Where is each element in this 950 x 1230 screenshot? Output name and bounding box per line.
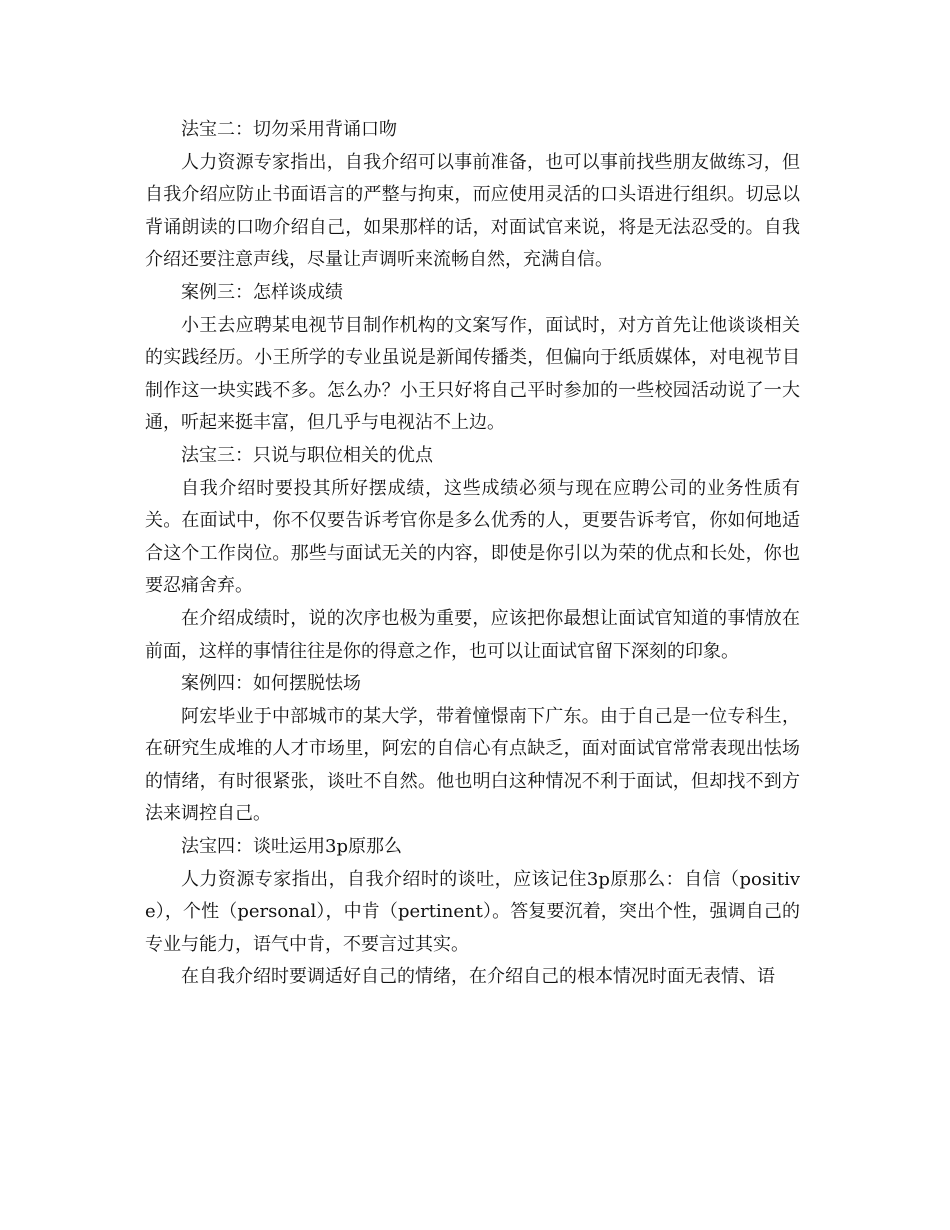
paragraph-fabao-4-emotion: 在自我介绍时要调适好自己的情绪，在介绍自己的根本情况时面无表情、语 (181, 966, 775, 988)
heading-case-4: 案例四：如何摆脱怯场 (181, 673, 361, 695)
heading-fabao-3: 法宝三：只说与职位相关的优点 (181, 444, 433, 466)
paragraph-case-3-body: 小王去应聘某电视节目制作机构的文案写作，面试时，对方首先让他谈谈相关的实践经历。小王所学的专业虽说是新闻传播类，但偏向于纸质媒体，对电视节目制作这一块实践不多。怎么办？小王只好将自己平时参加的一些校园活动说了一大通，听起来挺丰富，但几乎与电视沾不上边。 (145, 314, 800, 434)
heading-case-3: 案例三：怎样谈成绩 (181, 281, 343, 303)
heading-fabao-4: 法宝四：谈吐运用3p原那么 (181, 836, 402, 858)
paragraph-case-4-body: 阿宏毕业于中部城市的某大学，带着憧憬南下广东。由于自己是一位专科生，在研究生成堆的人才市场里，阿宏的自信心有点缺乏，面对面试官常常表现出怯场的情绪，有时很紧张，谈吐不自然。他也明白这种情况不利于面试，但却找不到方法来调控自己。 (145, 705, 800, 825)
paragraph-fabao-3-order: 在介绍成绩时，说的次序也极为重要，应该把你最想让面试官知道的事情放在前面，这样的事情往往是你的得意之作，也可以让面试官留下深刻的印象。 (145, 607, 800, 662)
paragraph-fabao-3-body: 自我介绍时要投其所好摆成绩，这些成绩必须与现在应聘公司的业务性质有关。在面试中，你不仅要告诉考官你是多么优秀的人，更要告诉考官，你如何地适合这个工作岗位。那些与面试无关的内容，即使是你引以为荣的优点和长处，你也要忍痛舍弃。 (145, 477, 800, 597)
heading-fabao-2: 法宝二：切勿采用背诵口吻 (181, 119, 397, 140)
document-body (145, 114, 800, 994)
paragraph-fabao-2-body: 人力资源专家指出，自我介绍可以事前准备，也可以事前找些朋友做练习，但自我介绍应防止书面语言的严整与拘束，而应使用灵活的口头语进行组织。切忌以背诵朗读的口吻介绍自己，如果那样的话，对面试官来说，将是无法忍受的。自我介绍还要注意声线，尽量让声调听来流畅自然，充满自信。 (145, 151, 800, 271)
paragraph-fabao-4-body: 人力资源专家指出，自我介绍时的谈吐，应该记住3p原那么：自信（positive），个性（personal），中肯（pertinent）。答复要沉着，突出个性，强调自己的专业与能力，语气中肯，不要言过其实。 (145, 868, 800, 955)
